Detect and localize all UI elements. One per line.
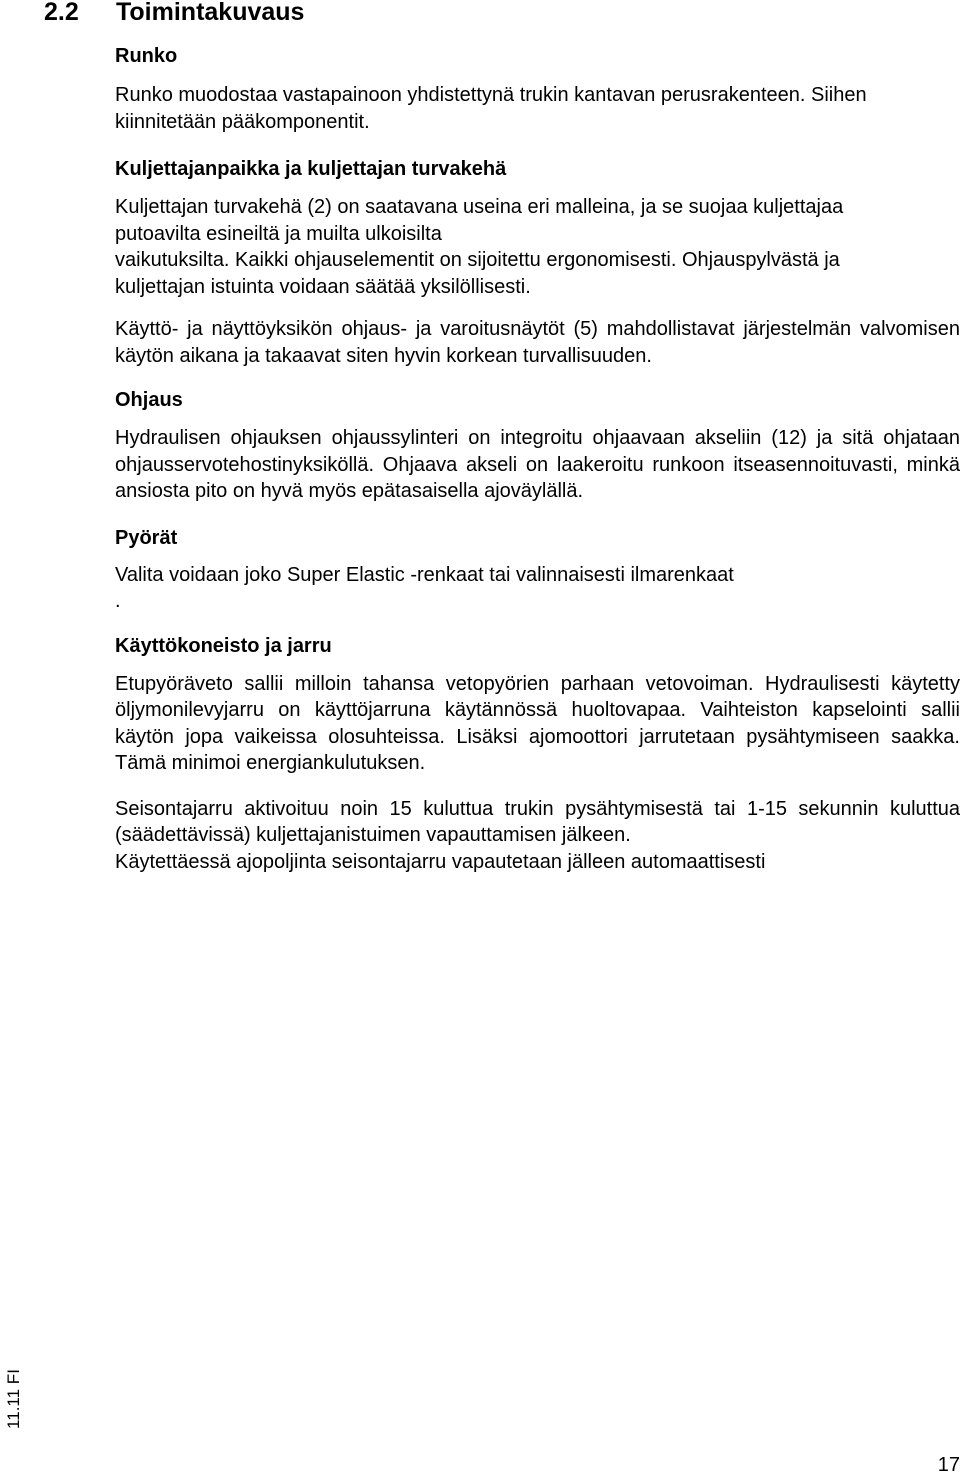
text-line: putoavilta esineiltä ja muilta ulkoisilta [115, 222, 442, 245]
heading-runko: Runko [115, 45, 178, 67]
paragraph-runko [115, 82, 960, 135]
page-number: 17 [937, 1454, 960, 1476]
paragraph-turvakeha [115, 194, 960, 300]
paragraph-ohjaus: Hydraulisen ohjauksen ohjaussylinteri on integroitu ohjaavaan akseliin (12) ja sitä ohjataan ohjausservotehostinyksiköllä. Ohjaava akseli on laakeroitu runkoon itseasennoituvasti, minkä ansiosta pito on hyvä myös epätasaisella ajoväylällä. [115, 427, 960, 502]
text-line: vaikutuksilta. Kaikki ohjauselementit on sijoitettu ergonomisesti. Ohjauspylvästä ja [115, 249, 840, 271]
text-line: Kuljettajan turvakehä (2) on saatavana useina eri malleina, ja se suojaa kuljettajaa [115, 196, 844, 218]
heading-kayttokoneisto: Käyttökoneisto ja jarru [115, 634, 332, 657]
heading-ohjaus: Ohjaus [115, 389, 183, 411]
heading-pyorat: Pyörät [115, 526, 178, 549]
page-content [115, 42, 960, 875]
paragraph-seisontajarru: Seisontajarru aktivoituu noin 15 kuluttua trukin pysähtymisestä tai 1-15 sekunnin kuluttua (säädettävissä) kuljettajanistuimen vapauttamisen jälkeen. [115, 797, 960, 846]
text-line: kiinnitetään pääkomponentit. [115, 110, 370, 133]
paragraph-nayttoyksikko: Käyttö- ja näyttöyksikön ohjaus- ja varoitusnäytöt (5) mahdollistavat järjestelmän valvomisen käytön aikana ja takaavat siten hyvin korkean turvallisuuden. [115, 318, 960, 367]
paragraph-pyorat [115, 562, 960, 615]
section-number: 2.2 [44, 0, 79, 26]
section-title: Toimintakuvaus [116, 0, 305, 26]
paragraph-etupyoraveto: Etupyöräveto sallii milloin tahansa vetopyörien parhaan vetovoiman. Hydraulisesti käytetty öljymonilevyjarru on käyttöjarruna käytännössä huoltovapaa. Vaihteiston kapselointi sallii käytön jopa vaikeissa olosuhteissa. Lisäksi ajomoottori jarrutetaan pysähtymiseen saakka. Tämä minimoi energiankulutuksen. [115, 672, 960, 774]
text-line: . [115, 590, 121, 612]
heading-kuljettajanpaikka: Kuljettajanpaikka ja kuljettajan turvakehä [115, 158, 507, 180]
text-line: kuljettajan istuinta voidaan säätää yksilöllisesti. [115, 275, 531, 298]
document-code: 11.11 FI [4, 1369, 23, 1429]
section-heading [44, 0, 304, 28]
text-line: Runko muodostaa vastapainoon yhdistettynä trukin kantavan perusrakenteen. Siihen [115, 84, 867, 106]
text-line: Valita voidaan joko Super Elastic -renkaat tai valinnaisesti ilmarenkaat [115, 563, 734, 586]
paragraph-ajopoljin: Käytettäessä ajopoljinta seisontajarru vapautetaan jälleen automaattisesti [115, 850, 766, 873]
